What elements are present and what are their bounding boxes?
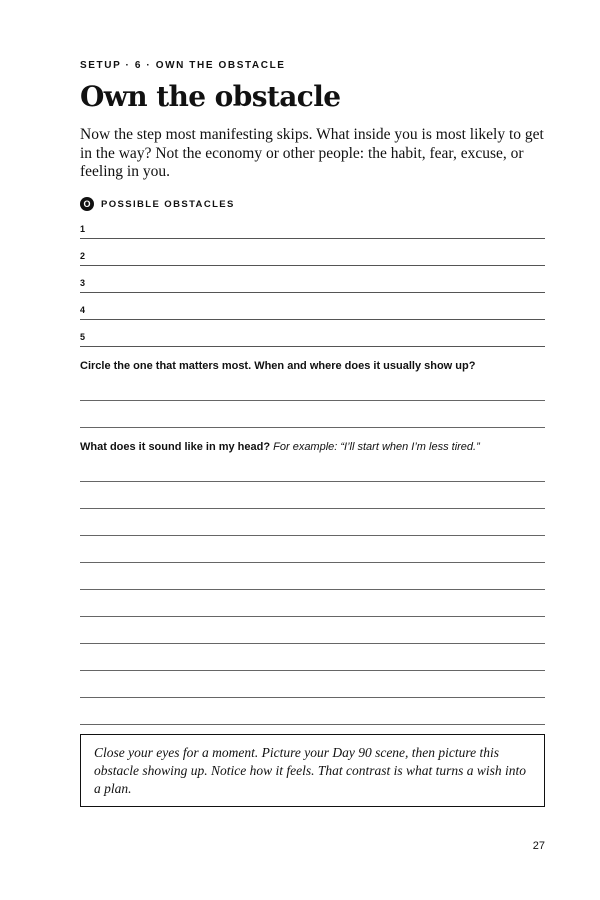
reflection-callout [80, 734, 545, 807]
writing-line [80, 238, 545, 239]
obstacle-line-3[interactable] [80, 273, 545, 293]
line-number: 5 [80, 332, 86, 342]
intro-paragraph: Now the step most manifesting skips. What inside you is most likely to get in the way? Not the economy or other people: the habit, fear, excuse, or feeling in you. [80, 126, 544, 180]
line-number: 1 [80, 224, 86, 234]
section-badge: O [80, 197, 94, 211]
answer-line[interactable] [80, 670, 545, 671]
writing-line [80, 346, 545, 347]
answer-line[interactable] [80, 697, 545, 698]
writing-line [80, 319, 545, 320]
workbook-page [80, 0, 545, 900]
line-number: 2 [80, 251, 86, 261]
answer-line[interactable] [80, 508, 545, 509]
answer-line[interactable] [80, 400, 545, 401]
answer-line[interactable] [80, 724, 545, 725]
answer-line[interactable] [80, 535, 545, 536]
writing-line [80, 292, 545, 293]
answer-line[interactable] [80, 481, 545, 482]
callout-text: Close your eyes for a moment. Picture your Day 90 scene, then picture this obstacle showing up. Notice how it feels. That contrast is what turns a wish into a plan. [94, 745, 527, 796]
obstacle-line-4[interactable] [80, 300, 545, 320]
page-number: 27 [532, 840, 545, 852]
line-number: 3 [80, 278, 86, 288]
prompt-inner-voice [80, 441, 480, 453]
writing-line [80, 265, 545, 266]
page-title: Own the obstacle [80, 80, 341, 113]
section-eyebrow: SETUP · 6 · OWN THE OBSTACLE [80, 60, 286, 71]
answer-line[interactable] [80, 562, 545, 563]
obstacle-line-5[interactable] [80, 327, 545, 347]
section-label: POSSIBLE OBSTACLES [101, 198, 235, 210]
answer-line[interactable] [80, 589, 545, 590]
line-number: 4 [80, 305, 86, 315]
prompt-when-where: Circle the one that matters most. When and where does it usually show up? [80, 360, 476, 372]
answer-line[interactable] [80, 643, 545, 644]
obstacle-line-1[interactable] [80, 219, 545, 239]
answer-line[interactable] [80, 427, 545, 428]
obstacles-section-header [80, 197, 235, 211]
obstacle-line-2[interactable] [80, 246, 545, 266]
answer-line[interactable] [80, 616, 545, 617]
prompt-text: What does it sound like in my head? [80, 441, 271, 453]
prompt-example: For example: “I’ll start when I’m less tired.” [273, 441, 480, 453]
